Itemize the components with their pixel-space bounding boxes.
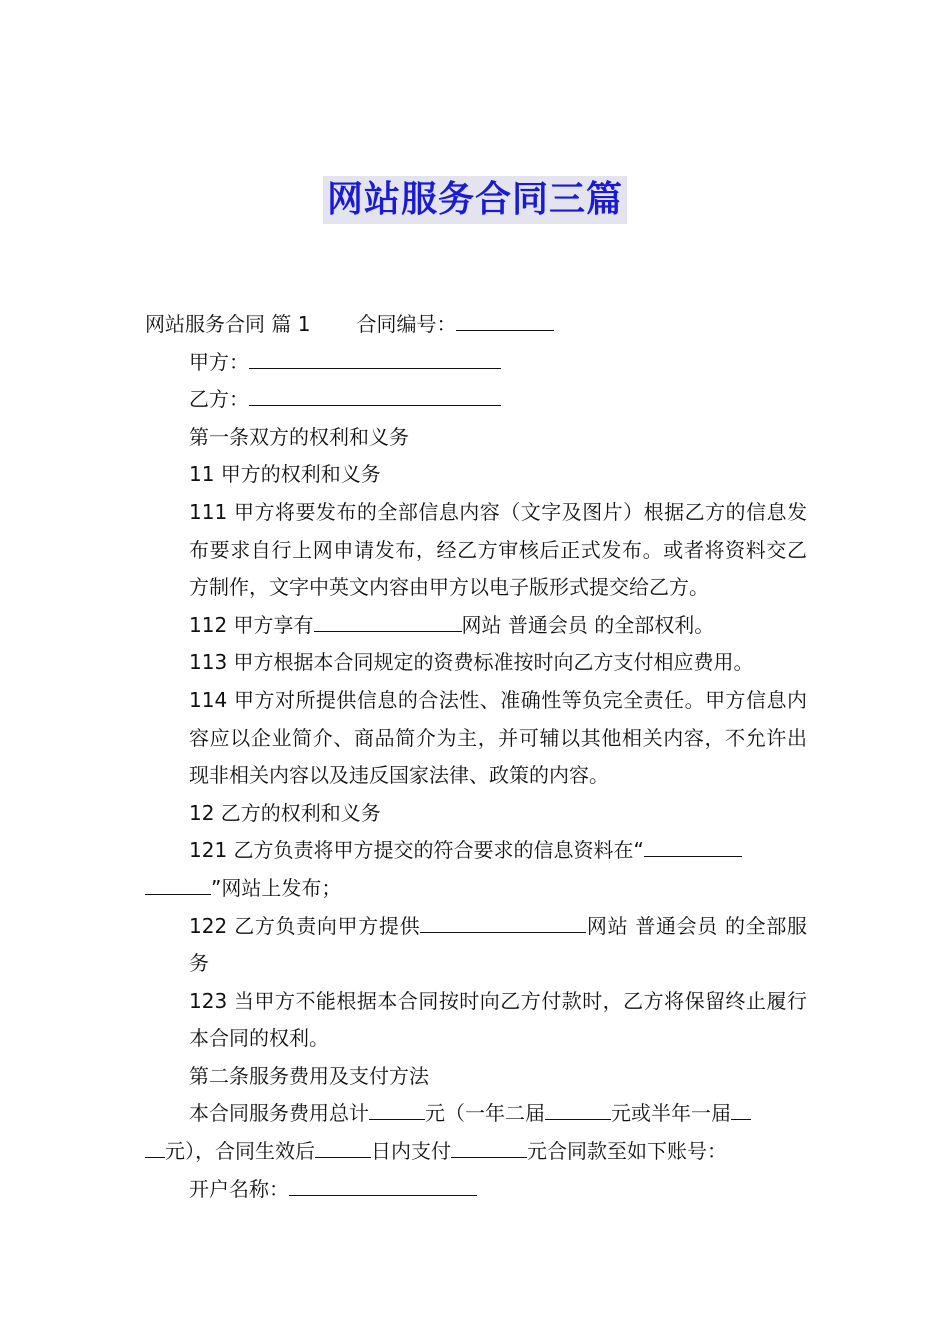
- clause-121-prefix: 121 乙方负责将甲方提交的符合要求的信息资料在“: [189, 838, 644, 863]
- title-area: [0, 176, 950, 224]
- clause-122-blank: [420, 912, 586, 933]
- clause-121-blank-continued: [145, 874, 211, 895]
- clause-112-prefix: 112 甲方享有: [189, 612, 314, 637]
- clause-121-suffix: ”网站上发布；: [211, 875, 342, 900]
- document-title: 网站服务合同三篇: [323, 176, 627, 224]
- party-a-line: [145, 344, 807, 382]
- account-name-line: [145, 1171, 807, 1209]
- party-b-line: [145, 381, 807, 419]
- clause-12-heading: 12 乙方的权利和义务: [189, 800, 381, 825]
- clause-121: [145, 832, 807, 907]
- party-a-blank: [249, 348, 501, 369]
- contract-number-blank: [456, 310, 554, 331]
- contract-number-heading: 网站服务合同 篇 1: [145, 312, 311, 336]
- clause-112-blank: [314, 611, 462, 632]
- fee-account-label: 元合同款至如下账号：: [527, 1139, 727, 1164]
- clause-121-blank: [644, 836, 742, 857]
- fee-clause: [145, 1095, 807, 1170]
- article-1-heading: 第一条双方的权利和义务: [189, 424, 409, 449]
- clause-122-suffix: 网站 普通会员 的全部服务: [189, 913, 807, 976]
- fee-annual-blank: [545, 1099, 611, 1120]
- party-b-label: 乙方：: [189, 387, 249, 412]
- fee-pay-label: 日内支付: [371, 1139, 451, 1164]
- clause-122: [145, 908, 807, 983]
- article-2-heading: 第二条服务费用及支付方法: [189, 1063, 429, 1088]
- clause-114: 114 甲方对所提供信息的合法性、准确性等负完全责任。甲方信息内容应以企业简介、商品简介为主，并可辅以其他相关内容，不允许出现非相关内容以及违反国家法律、政策的内容。: [189, 687, 807, 788]
- clause-11-heading: 11 甲方的权利和义务: [189, 462, 381, 487]
- clause-123: 123 当甲方不能根据本合同按时向乙方付款时，乙方将保留终止履行本合同的权利。: [189, 988, 807, 1051]
- fee-half-year-blank: [731, 1099, 751, 1120]
- fee-amount-blank: [451, 1137, 527, 1158]
- fee-days-blank: [315, 1137, 371, 1158]
- clause-112: [145, 607, 807, 645]
- clause-122-prefix: 122 乙方负责向甲方提供: [189, 913, 421, 938]
- clause-113: 113 甲方根据本合同规定的资费标准按时向乙方支付相应费用。: [189, 650, 754, 675]
- account-name-label: 开户名称：: [189, 1176, 289, 1201]
- clause-112-suffix: 网站 普通会员 的全部权利。: [461, 612, 715, 637]
- contract-header-line: [145, 306, 807, 344]
- clause-111: 111 甲方将要发布的全部信息内容（文字及图片）根据乙方的信息发布要求自行上网申请发布，经乙方审核后正式发布。或者将资料交乙方制作，文字中英文内容由甲方以电子版形式提交给乙方。: [189, 499, 807, 600]
- fee-half-year-label: 元或半年一届: [611, 1101, 731, 1126]
- fee-annual-label: 元（一年二届: [425, 1101, 545, 1126]
- fee-half-year-blank-continued: [145, 1137, 165, 1158]
- fee-total-blank: [369, 1099, 425, 1120]
- fee-effective-label: 元），合同生效后: [165, 1139, 315, 1164]
- party-a-label: 甲方：: [189, 349, 249, 374]
- account-name-blank: [289, 1175, 477, 1196]
- contract-body: [145, 306, 807, 1208]
- contract-number-label: 合同编号：: [356, 312, 457, 336]
- party-b-blank: [249, 385, 501, 406]
- fee-total-label: 本合同服务费用总计: [189, 1101, 369, 1126]
